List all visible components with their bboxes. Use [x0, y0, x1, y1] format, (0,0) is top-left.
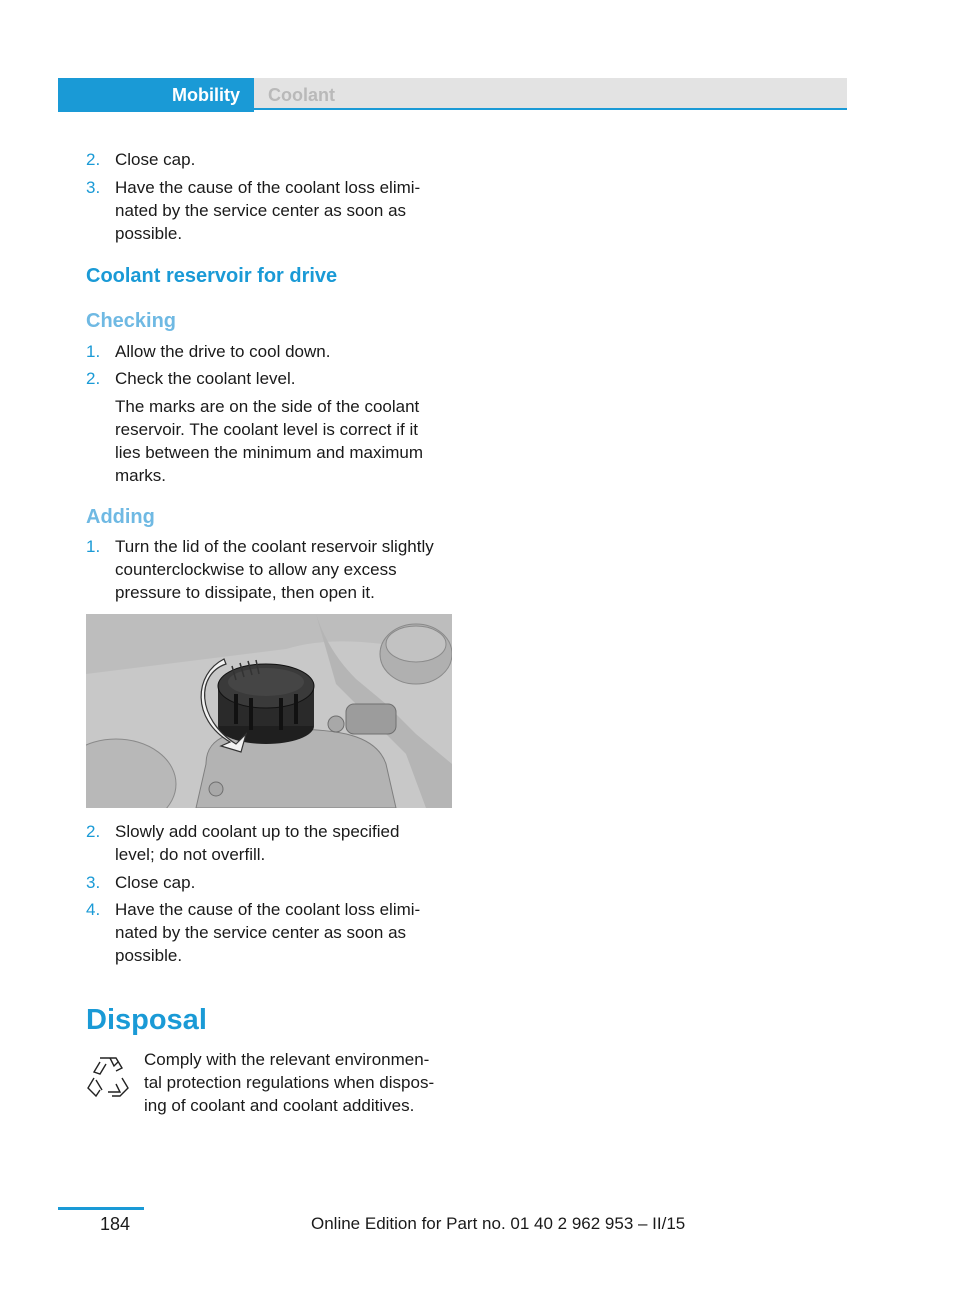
list-number: 1.: [86, 342, 101, 361]
list-text-line: Have the cause of the coolant loss elimi-: [115, 900, 421, 919]
topic-tab-coolant: Coolant: [254, 78, 847, 110]
chapter-heading: Disposal: [86, 1004, 207, 1036]
subsection-heading: Adding: [86, 506, 155, 528]
paragraph-line: marks.: [115, 466, 166, 485]
list-number: 3.: [86, 178, 101, 197]
list-number: 2.: [86, 822, 101, 841]
paragraph-line: The marks are on the side of the coolant: [115, 397, 420, 416]
list-text-line: possible.: [115, 224, 183, 243]
list-text: Close cap.: [115, 150, 196, 169]
list-text-line: nated by the service center as soon as: [115, 201, 407, 220]
list-text: Check the coolant level.: [115, 369, 296, 388]
list-text-line: pressure to dissipate, then open it.: [115, 583, 375, 602]
list-text-line: possible.: [115, 946, 183, 965]
list-text-line: nated by the service center as soon as: [115, 923, 407, 942]
recycle-icon: [86, 1054, 130, 1098]
list-text: Allow the drive to cool down.: [115, 342, 331, 361]
section-heading: Coolant reservoir for drive: [86, 265, 338, 287]
footer-accent-line: [58, 1207, 144, 1210]
list-text-line: level; do not overfill.: [115, 845, 266, 864]
list-number: 2.: [86, 369, 101, 388]
paragraph-line: tal protection regulations when dispos-: [144, 1073, 435, 1092]
list-text: Close cap.: [115, 873, 196, 892]
subsection-heading: Checking: [86, 310, 177, 332]
list-number: 4.: [86, 900, 101, 919]
list-number: 1.: [86, 537, 101, 556]
coolant-cap-illustration: [86, 614, 452, 808]
list-text-line: Slowly add coolant up to the specified: [115, 822, 400, 841]
paragraph-line: Comply with the relevant environmen-: [144, 1050, 430, 1069]
list-number: 3.: [86, 873, 101, 892]
list-text-line: Have the cause of the coolant loss elimi-: [115, 178, 421, 197]
paragraph-line: ing of coolant and coolant additives.: [144, 1096, 415, 1115]
list-text-line: counterclockwise to allow any excess: [115, 560, 397, 579]
list-number: 2.: [86, 150, 101, 169]
page-header: [58, 78, 847, 112]
section-tab-mobility: Mobility: [58, 78, 254, 112]
paragraph-line: reservoir. The coolant level is correct if it: [115, 420, 418, 439]
paragraph-line: lies between the minimum and maximum: [115, 443, 424, 462]
edition-text: Online Edition for Part no. 01 40 2 962 953 – II/15: [311, 1214, 686, 1233]
list-text-line: Turn the lid of the coolant reservoir slightly: [115, 537, 434, 556]
page-number: 184: [99, 1214, 131, 1234]
